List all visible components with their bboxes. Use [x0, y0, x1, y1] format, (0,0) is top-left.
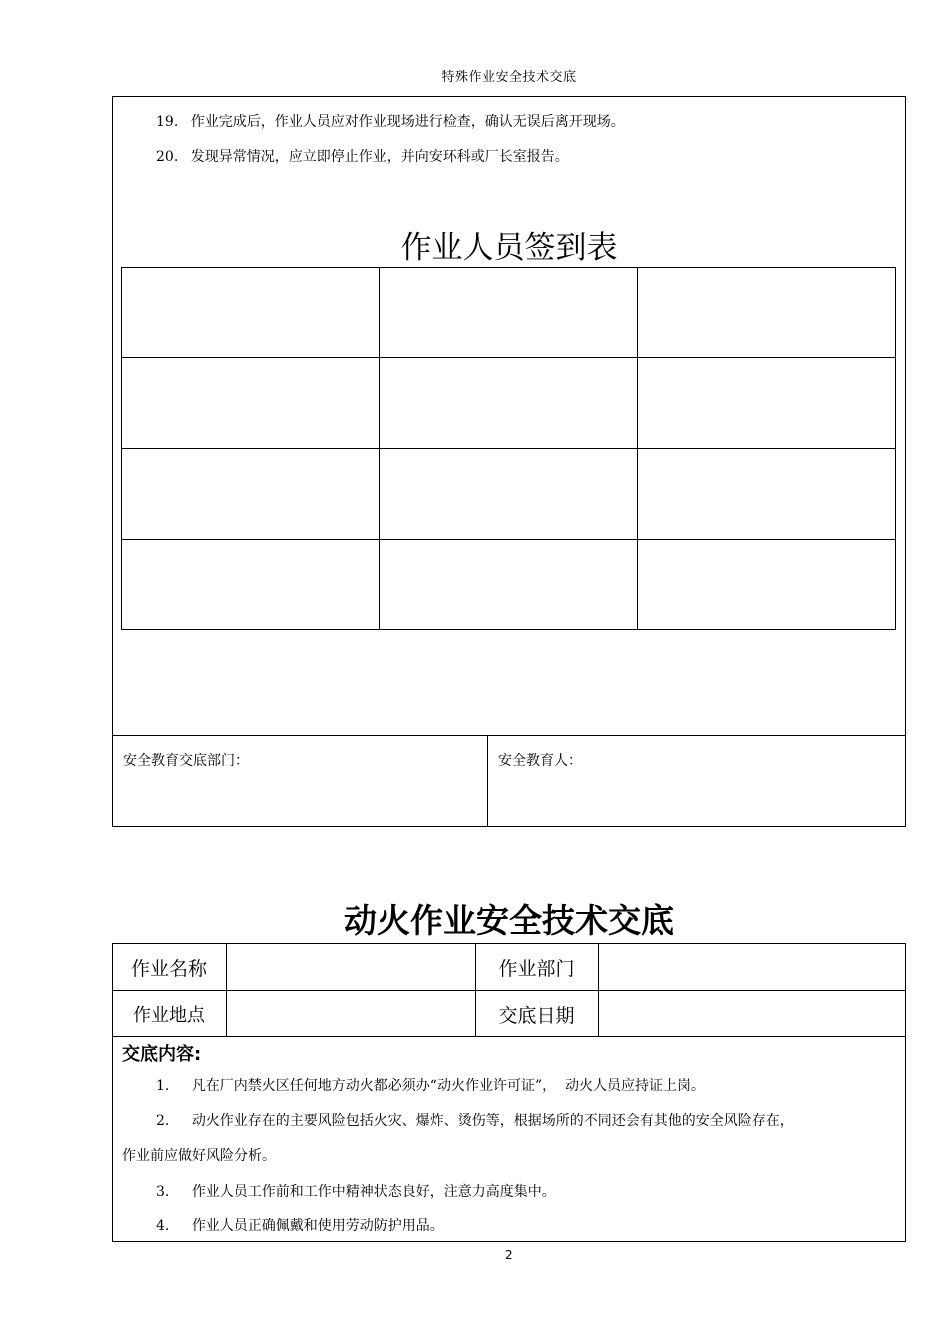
work-name-label: 作业名称 — [130, 958, 207, 980]
form-row-divider — [112, 1036, 906, 1037]
item-number: 19. — [156, 114, 179, 130]
list-item-continuation: 作业前应做好风险分析。 — [122, 1148, 276, 1164]
item-text: 作业人员正确佩戴和使用劳动防护用品。 — [191, 1218, 444, 1234]
signin-cell[interactable] — [121, 539, 380, 630]
upper-footer-divider — [112, 735, 906, 736]
signin-cell[interactable] — [637, 539, 896, 630]
briefing-date-label: 交底日期 — [498, 1005, 575, 1027]
signin-cell[interactable] — [121, 448, 380, 540]
item-number: 4. — [156, 1218, 170, 1234]
item-number: 20. — [156, 149, 179, 165]
safety-educator-label: 安全教育人： — [498, 753, 582, 769]
signin-cell[interactable] — [379, 448, 638, 540]
briefing-date-field[interactable] — [599, 991, 905, 1035]
list-item — [156, 1075, 705, 1095]
work-dept-label: 作业部门 — [498, 958, 575, 980]
work-name-field[interactable] — [227, 944, 474, 989]
item-number: 1. — [156, 1078, 170, 1094]
signin-sheet-title: 作业人员签到表 — [400, 230, 618, 266]
signin-cell[interactable] — [379, 539, 638, 630]
item-text: 作业人员工作前和工作中精神状态良好，注意力高度集中。 — [191, 1184, 556, 1200]
work-location-label: 作业地点 — [133, 1005, 205, 1026]
signin-cell[interactable] — [121, 357, 380, 449]
item-text: 作业完成后，作业人员应对作业现场进行检查，确认无误后离开现场。 — [190, 114, 625, 130]
safety-education-dept-label: 安全教育交底部门： — [123, 753, 249, 769]
list-item — [156, 146, 569, 166]
signin-cell[interactable] — [121, 267, 380, 358]
item-text: 凡在厂内禁火区任何地方动火都必须办“动火作业许可证”， 动火人员应持证上岗。 — [191, 1078, 706, 1094]
page-header-title: 特殊作业安全技术交底 — [441, 70, 577, 85]
signin-cell[interactable] — [637, 448, 896, 540]
signin-cell[interactable] — [637, 267, 896, 358]
item-number: 2. — [156, 1113, 170, 1129]
signin-cell[interactable] — [379, 267, 638, 358]
briefing-content-label: 交底内容: — [122, 1044, 202, 1065]
item-number: 3. — [156, 1184, 170, 1200]
hot-work-title: 动火作业安全技术交底 — [344, 901, 674, 940]
item-text: 发现异常情况，应立即停止作业，并向安环科或厂长室报告。 — [190, 149, 569, 165]
work-dept-field[interactable] — [599, 944, 905, 989]
item-text: 动火作业存在的主要风险包括火灾、爆炸、烫伤等，根据场所的不同还会有其他的安全风险存在， — [191, 1113, 794, 1129]
upper-footer-vdivider — [487, 735, 488, 827]
signin-cell[interactable] — [379, 357, 638, 449]
work-location-field[interactable] — [227, 991, 474, 1035]
list-item — [156, 1181, 556, 1201]
list-item — [156, 1215, 444, 1235]
list-item — [156, 111, 625, 131]
signin-cell[interactable] — [637, 357, 896, 449]
list-item — [156, 1110, 794, 1130]
page-number: 2 — [505, 1248, 513, 1262]
